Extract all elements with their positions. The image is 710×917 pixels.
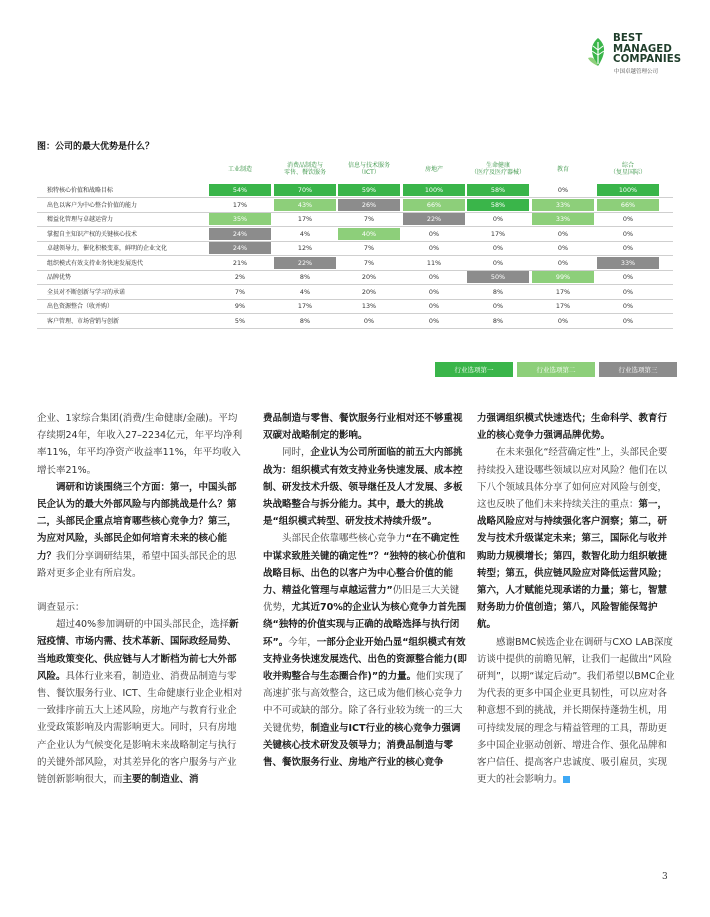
row-divider — [37, 255, 673, 256]
text-column-3 — [477, 410, 675, 788]
text: 感谢BMC候选企业在调研与CXO LAB深度访谈中提供的前瞻见解，让我们一起做出“风险研判”，以期“谋定后动”。我们希望以BMC企业为代表的更多中国企业更具韧性，可以应对各种意想不到的挑战，并长期保持蓬勃生机，用可持续发展的理念与精益管理的工具，帮助更多中国企业驱动创新、增进合作、强化品牌和客户信任、提高客户忠诚度、吸引雇员，实现更大的社会影响力。 — [477, 636, 675, 786]
paragraph: 费品制造与零售、餐饮服务行业相对还不够重视双碳对战略制定的影响。 — [263, 413, 463, 442]
column-header — [596, 158, 660, 180]
row-label: 出色资源整合（收并购） — [47, 303, 114, 310]
table-cell: 5% — [234, 316, 246, 325]
bold-text: 制造业与ICT行业的核心竞争力强调关键核心技术研发及领导力；消费品制造与零售、餐饮服务行业、房地产行业的核心竞争 — [263, 722, 461, 769]
table-cell: 100% — [403, 184, 465, 196]
paragraph — [263, 530, 467, 771]
bold-text: 调研和访谈围绕三个方面：第一，中国头部民企认为的最大外部风险与内部挑战是什么？第二，头部民企重点培育哪些核心竞争力？第三，为应对风险，头部民企如何培育未来的核心能力？ — [37, 481, 237, 562]
table-cell: 8% — [299, 273, 311, 281]
row-divider — [37, 241, 673, 242]
table-cell: 66% — [403, 199, 465, 211]
table-cell: 4% — [299, 229, 311, 238]
row-divider — [37, 270, 673, 271]
table-cell: 43% — [274, 199, 336, 211]
table-cell: 59% — [338, 184, 400, 196]
table-cell: 8% — [299, 316, 311, 325]
table-cell: 20% — [361, 273, 377, 281]
table-cell: 35% — [209, 213, 271, 225]
logo-line1: BEST — [613, 33, 643, 44]
text: 今年， — [288, 636, 317, 648]
column-header-line: 教育 — [556, 165, 569, 173]
table-cell: 0% — [622, 287, 634, 296]
table-cell: 100% — [597, 184, 659, 196]
paragraph — [263, 444, 467, 530]
table-cell: 24% — [209, 242, 271, 254]
row-label: 组织模式有效支持业务快速发展迭代 — [47, 259, 144, 267]
table-cell: 0% — [492, 215, 504, 223]
bold-text: 第一，战略风险应对与持续强化客户洞察；第二，研发与技术升级谋定未来；第三，国际化与收并购助力规模增长；第四，数智化助力组织敏捷转型；第五，供应链风险应对降低运营风险；第六，人才赋能兑现承诺的力量；第七，智慧财务助力价值创造；第八，风险智能保驾护航。 — [477, 499, 668, 631]
text: 仍旧是三大关键优势， — [263, 585, 460, 614]
row-divider — [37, 226, 673, 227]
column-header-line: （医疗及医疗器械） — [470, 169, 525, 176]
row-divider — [37, 328, 673, 329]
legend-item: 行业选项第一 — [435, 362, 513, 377]
table-cell: 2% — [234, 273, 246, 281]
paragraph — [477, 634, 675, 789]
paragraph: 企业、1家综合集团(消费/生命健康/金融)。平均存续期24年，年收入27–2234亿元，年平均净利率11%，年平均净资产收益率11%，年平均收入增长率21%。 — [37, 413, 243, 476]
logo-subtitle: 中国卓越管理公司 — [614, 69, 659, 75]
row-label: 独特核心价值和战略目标 — [47, 187, 114, 194]
table-cell: 0% — [428, 273, 440, 281]
table-cell: 0% — [428, 287, 440, 296]
table-cell: 7% — [363, 215, 375, 223]
table-cell: 40% — [338, 228, 400, 240]
table-cell: 8% — [492, 287, 504, 296]
table-cell: 22% — [403, 213, 465, 225]
leaf-logo-icon — [585, 36, 611, 68]
paragraph — [37, 616, 243, 788]
table-cell: 0% — [622, 302, 634, 310]
table-cell: 13% — [361, 302, 377, 310]
row-label: 出色以客户为中心整合价值的能力 — [47, 201, 138, 209]
table-cell: 20% — [361, 287, 377, 296]
table-cell: 17% — [490, 229, 506, 238]
table-cell: 4% — [299, 287, 311, 296]
bold-text: “在不确定性中谋求致胜关键的确定性”？“独特的核心价值和战略目标、出色的以客户为中心整合价值的能力、精益化管理与卓越运营力” — [263, 533, 466, 597]
bold-text: 一部分企业开始凸显“组织模式有效支持业务快速发展迭代、出色的资源整合能力(即收并购整合与生态圈合作)”的力量。 — [263, 636, 467, 683]
column-header-line: 零售、餐饮服务 — [283, 169, 326, 176]
row-divider — [37, 313, 673, 314]
table-cell: 0% — [622, 215, 634, 223]
table-cell: 0% — [428, 316, 440, 325]
table-cell: 0% — [622, 229, 634, 238]
column-header-line: 工业制造 — [227, 165, 252, 173]
column-header — [337, 158, 401, 180]
page-number: 3 — [662, 872, 668, 882]
table-cell: 50% — [467, 271, 529, 283]
table-cell: 17% — [297, 215, 313, 223]
table-cell: 0% — [557, 316, 569, 325]
row-divider — [37, 197, 673, 198]
row-label: 掌握自主知识产权的关键核心技术 — [47, 230, 138, 238]
text: 他们实现了高速扩张与高效整合，这已成为他们核心竞争力中不可或缺的部分。除了各行业较为统一的三大关键优势， — [263, 671, 464, 734]
section-lead: 调查显示： — [37, 602, 85, 614]
table-cell: 0% — [622, 273, 634, 281]
column-header-line: 综合 — [621, 162, 634, 169]
column-header-line: 生命健康 — [485, 162, 510, 169]
paragraph: 力强调组织模式快速迭代；生命科学、教育行业的核心竞争力强调品牌优势。 — [477, 413, 668, 442]
text-column-2 — [263, 410, 467, 771]
bold-text: 企业认为公司所面临的前五大内部挑战为：组织模式有效支持业务快速发展、成本控制、研发技术升级、领导继任及人才发展、多板块战略整合与拆分能力。其中，最大的挑战是“组织模式转型、研发技术持续升级”。 — [263, 447, 463, 528]
text-column-1 — [37, 410, 243, 788]
figure-title: 图：公司的最大优势是什么？ — [37, 142, 155, 152]
table-cell: 9% — [234, 302, 246, 310]
column-header — [466, 158, 530, 180]
column-header-line: （ICT） — [358, 169, 380, 176]
table-cell: 21% — [232, 258, 248, 267]
column-header — [402, 158, 466, 180]
bold-text: 主要的制造业、消 — [122, 774, 199, 786]
bold-text: 尤其近70%的企业认为核心竞争力首先围绕“独特的价值实现与正确的战略选择与执行闭环”。 — [263, 602, 467, 648]
column-header — [208, 158, 272, 180]
text: 超过40%参加调研的中国头部民企，选择 — [56, 619, 230, 631]
table-cell: 0% — [428, 302, 440, 310]
table-cell: 17% — [297, 302, 313, 310]
table-cell: 33% — [532, 199, 594, 211]
column-header-line: （复星国际） — [609, 169, 646, 176]
table-cell: 8% — [492, 316, 504, 325]
table-cell: 0% — [557, 258, 569, 267]
table-cell: 7% — [234, 287, 246, 296]
table-cell: 12% — [297, 244, 313, 252]
row-label: 全员对不断创新与学习的承诺 — [47, 288, 126, 296]
legend-item: 行业选项第三 — [599, 362, 677, 377]
column-header-line: 房地产 — [424, 165, 443, 173]
row-label: 卓越领导力，催化积极变革，鲜明的企业文化 — [47, 245, 168, 252]
text: 在未来强化“经营确定性”上，头部民企要持续投入建设哪些领域以应对风险？他们在以下八个领域具体分享了如何应对风险与创变，这也反映了他们未来持续关注的重点： — [477, 447, 668, 511]
table-cell: 0% — [363, 316, 375, 325]
table-cell: 24% — [209, 228, 271, 240]
table-cell: 11% — [426, 258, 442, 267]
table-cell: 0% — [428, 229, 440, 238]
table-cell: 26% — [338, 199, 400, 211]
table-cell: 54% — [209, 184, 271, 196]
logo-line2: MANAGED — [613, 43, 672, 55]
table-cell: 66% — [597, 199, 659, 211]
column-header — [273, 158, 337, 180]
legend-item: 行业选项第二 — [517, 362, 595, 377]
table-cell: 58% — [467, 199, 529, 211]
table-cell: 33% — [597, 257, 659, 269]
table-cell: 0% — [557, 186, 569, 194]
table-cell: 33% — [532, 213, 594, 225]
table-cell: 70% — [274, 184, 336, 196]
row-divider — [37, 212, 673, 213]
table-cell: 22% — [274, 257, 336, 269]
end-mark-icon — [563, 776, 570, 783]
row-label: 精益化管理与卓越运营力 — [47, 216, 114, 223]
text: 具体行业来看，制造业、消费品制造与零售、餐饮服务行业、ICT、生命健康行业企业相对一致排序前五大上述风险，房地产与教育行业企业受政策影响及内需影响更大。同时，只有房地产企业认为气候变化是影响未来战略制定与执行的关键外部风险，对其差异化的客户服务与产业链创新影响很大，而 — [37, 670, 243, 786]
bold-text: 新冠疫情、市场内需、技术革新、国际政经局势、当地政策变化、供应链与人才断档为前七大外部风险。 — [37, 619, 239, 682]
text: 头部民企依靠哪些核心竞争力 — [282, 533, 406, 545]
row-label: 品牌优势 — [47, 274, 72, 281]
table-cell: 99% — [532, 271, 594, 283]
row-divider — [37, 284, 673, 285]
table-cell: 17% — [555, 287, 571, 296]
table-cell: 7% — [363, 258, 375, 267]
column-header — [531, 158, 595, 180]
table-cell: 0% — [428, 244, 440, 252]
table-cell: 58% — [467, 184, 529, 196]
paragraph — [477, 444, 675, 633]
table-cell: 0% — [557, 244, 569, 252]
table-cell: 17% — [555, 302, 571, 310]
table-cell: 17% — [232, 200, 248, 209]
row-divider — [37, 299, 673, 300]
table-cell: 7% — [363, 244, 375, 252]
table-cell: 0% — [492, 258, 504, 267]
table-cell: 0% — [492, 244, 504, 252]
bmc-logo — [585, 34, 697, 78]
text: 我们分享调研结果，希望中国头部民企的思路对更多企业有所启发。 — [37, 550, 237, 579]
logo-line3: COMPANIES — [613, 54, 682, 66]
table-cell: 0% — [492, 302, 504, 310]
column-header-line: 消费品制造与 — [286, 162, 323, 169]
table-cell: 0% — [557, 229, 569, 238]
text: 同时， — [282, 447, 311, 459]
paragraph — [37, 479, 243, 582]
table-cell: 0% — [622, 316, 634, 325]
table-cell: 0% — [622, 244, 634, 252]
row-label: 客户管理、市场营销与创新 — [47, 317, 120, 325]
column-header-line: 信息与技术服务 — [347, 162, 390, 169]
